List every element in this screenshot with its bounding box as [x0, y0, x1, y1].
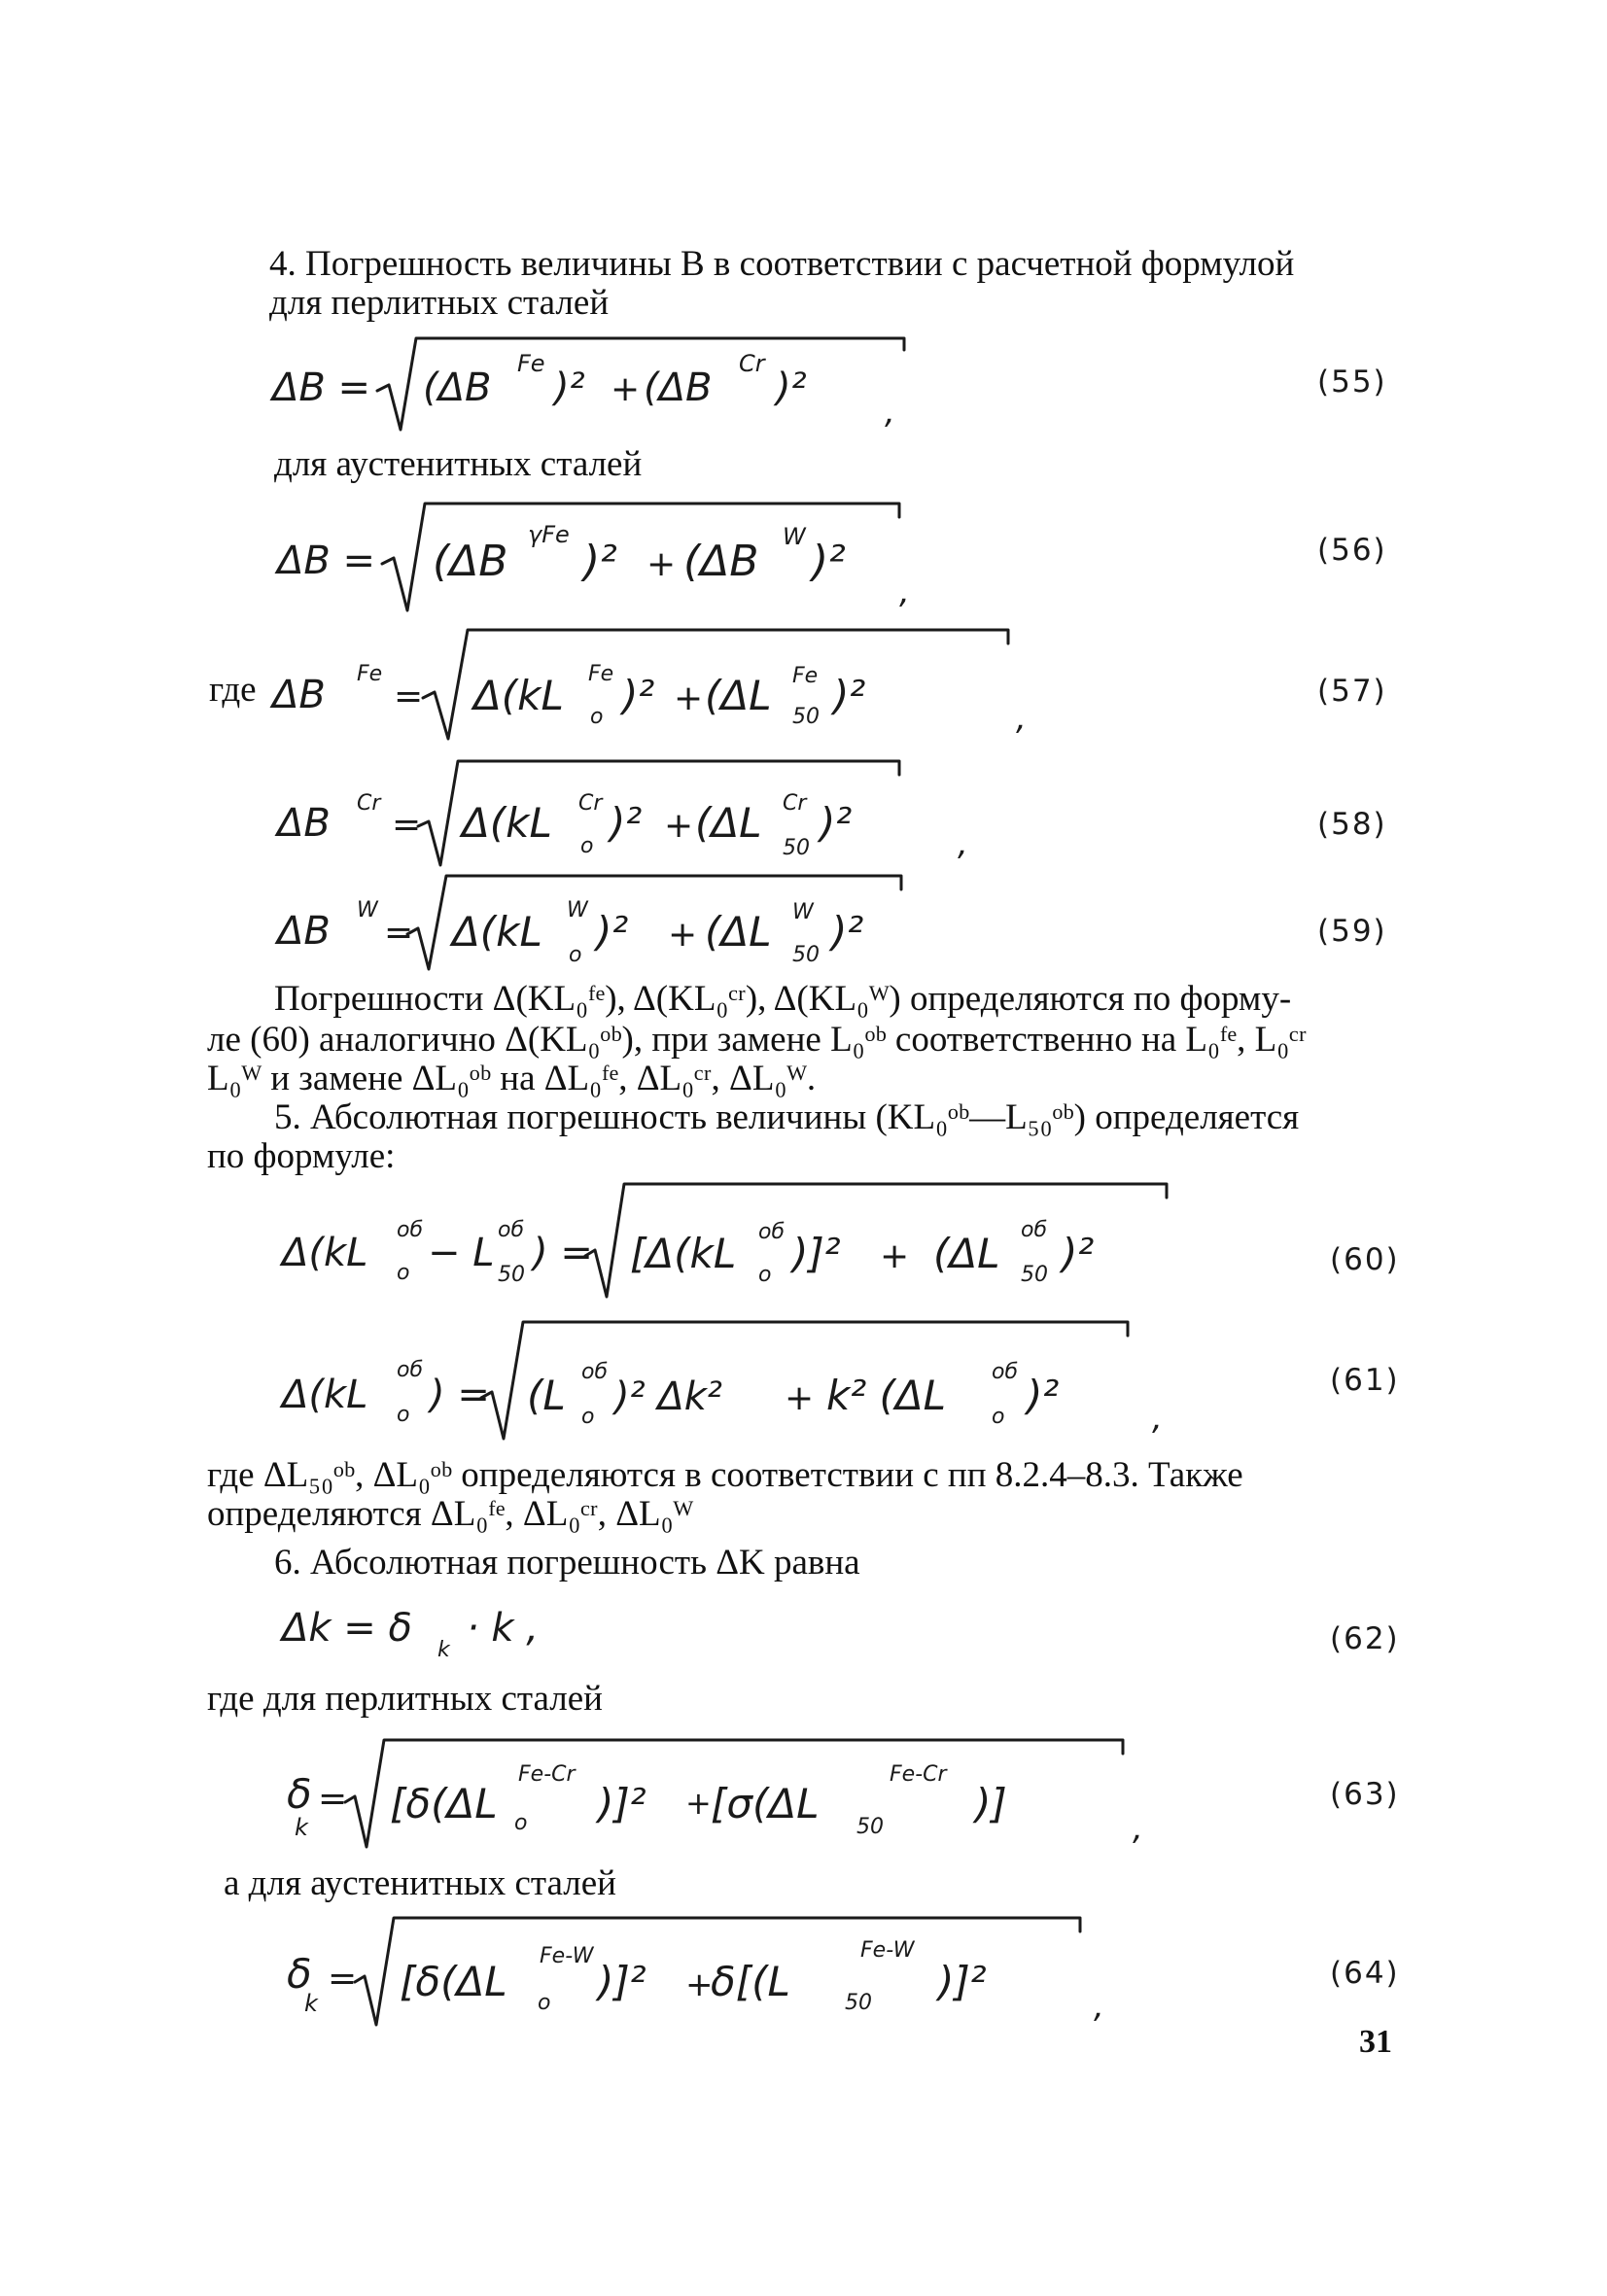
f60-lhs-sup1: об: [397, 1218, 424, 1242]
equation-number-58: (58): [1317, 807, 1387, 842]
f55-plus: +: [611, 369, 641, 409]
f55-punct: ,: [885, 393, 895, 432]
f56-end1: )²: [583, 537, 617, 586]
where-refs-line-1: где ΔL₅₀ᵒᵇ, ΔL₀ᵒᵇ определяются в соответствии с пп 8.2.4–8.3. Также: [207, 1455, 1243, 1495]
f56-punct: ,: [899, 573, 910, 611]
f63-lhs-sub: k: [295, 1814, 308, 1841]
f57-end2: )²: [833, 672, 866, 719]
equation-number-62: (62): [1330, 1621, 1400, 1656]
item-6: 6. Абсолютная погрешность ΔK равна: [274, 1543, 860, 1583]
f60-lhs-sub2: 50: [498, 1263, 525, 1287]
f60-sub1: o: [758, 1263, 772, 1287]
formula-59: [267, 868, 948, 975]
f60-lhs-sub1: o: [397, 1261, 410, 1285]
equation-number-63: (63): [1330, 1777, 1400, 1812]
item-5-line-1: 5. Абсолютная погрешность величины (KL₀ᵒᵇ—L₅₀ᵒᵇ) определяется: [274, 1097, 1300, 1137]
f64-end1: )]²: [598, 1958, 646, 2005]
equation-number-55: (55): [1317, 365, 1387, 400]
f61-term2: k² (ΔL: [826, 1372, 947, 1419]
f61-sup1: об: [581, 1360, 609, 1384]
f59-sup2: W: [792, 900, 814, 924]
page-number: 31: [1359, 2024, 1392, 2060]
f57-lhs-sup: Fe: [357, 662, 383, 686]
f61-lhs-sub: o: [397, 1403, 410, 1427]
f60-sub2: 50: [1021, 1263, 1048, 1287]
f64-sup1: Fe-W: [540, 1944, 594, 1968]
formula-57: [267, 622, 1045, 744]
f62-text: Δk = δ: [282, 1606, 412, 1651]
f61-sub2: o: [992, 1405, 1005, 1429]
f61-plus: +: [785, 1378, 815, 1418]
f62-sub: k: [437, 1638, 450, 1662]
f63-punct: ,: [1133, 1809, 1143, 1848]
f61-sup2: об: [992, 1360, 1019, 1384]
f58-sub1: o: [580, 834, 594, 858]
errors-paragraph-line-2: ле (60) аналогично Δ(KL₀ᵒᵇ), при замене L₀ᵒᵇ соответственно на L₀ᶠᵉ, L₀ᶜʳ: [207, 1020, 1307, 1060]
f58-term1: Δ(kL: [462, 799, 552, 847]
f55-term1: (ΔB: [423, 365, 492, 410]
f61-term1: (L: [527, 1372, 566, 1419]
f63-term1: [δ(ΔL: [390, 1780, 498, 1827]
f56-plus: +: [646, 544, 677, 584]
errors-paragraph-line-3: L₀ᵂ и замене ΔL₀ᵒᵇ на ΔL₀ᶠᵉ, ΔL₀ᶜʳ, ΔL₀ᵂ.: [207, 1059, 817, 1098]
formula-64: [277, 1910, 1152, 2032]
f57-sup1: Fe: [588, 662, 614, 686]
equation-number-57: (57): [1317, 674, 1387, 709]
f56-term2: (ΔB: [683, 537, 759, 586]
f60-lhs-sup2: об: [498, 1218, 525, 1242]
f58-plus: +: [664, 806, 694, 846]
where-prefix: где: [209, 670, 257, 710]
f58-end2: )²: [820, 799, 853, 847]
f64-plus: +: [685, 1966, 714, 2004]
f58-term2: (ΔL: [695, 799, 762, 847]
f56-lhs: ΔB =: [277, 539, 376, 583]
f59-lhs: ΔB: [277, 909, 331, 954]
f59-sub2: 50: [792, 943, 820, 967]
f55-lhs: ΔB =: [272, 365, 371, 410]
f64-lhs-sub: k: [304, 1990, 318, 2017]
f63-eq: =: [318, 1779, 348, 1819]
formula-60: [272, 1176, 1205, 1303]
formula-55: [262, 330, 943, 437]
f61-end1: )² Δk²: [614, 1374, 722, 1419]
equation-number-56: (56): [1317, 533, 1387, 568]
f60-lhs: Δ(kL: [282, 1231, 368, 1275]
f64-punct: ,: [1094, 1987, 1104, 2026]
f58-lhs-sup: Cr: [357, 791, 381, 816]
f59-plus: +: [668, 915, 698, 955]
f55-term2: (ΔB: [644, 365, 713, 410]
f64-end2: )]²: [938, 1958, 987, 2005]
f63-term2: [σ(ΔL: [711, 1780, 820, 1827]
f61-end2: )²: [1027, 1372, 1060, 1419]
f60-end2: )²: [1062, 1230, 1095, 1277]
f60-end1: )]²: [792, 1230, 841, 1277]
f64-sub2: 50: [845, 1991, 872, 2015]
f60-term2: (ΔL: [933, 1230, 1000, 1277]
where-refs-line-2: определяются ΔL₀ᶠᵉ, ΔL₀ᶜʳ, ΔL₀ᵂ: [207, 1494, 694, 1534]
f59-end1: )²: [596, 908, 629, 956]
f59-lhs-sup: W: [357, 898, 378, 922]
f61-lhs: Δ(kL: [282, 1373, 368, 1417]
formula-56: [267, 496, 948, 617]
f55-sup1: Fe: [517, 350, 545, 377]
equation-number-60: (60): [1330, 1242, 1400, 1277]
f58-sup1: Cr: [578, 791, 603, 816]
f58-punct: ,: [958, 824, 968, 863]
equation-number-61: (61): [1330, 1363, 1400, 1398]
f60-sup1: об: [758, 1220, 786, 1244]
f63-end1: )]²: [598, 1780, 646, 1827]
f59-end2: )²: [831, 908, 864, 956]
f59-term1: Δ(kL: [452, 908, 542, 956]
f63-sup1: Fe-Cr: [518, 1762, 576, 1787]
f58-eq: =: [392, 805, 422, 845]
f60-term1: [Δ(kL: [630, 1230, 737, 1277]
f64-term1: [δ(ΔL: [400, 1958, 507, 2005]
f56-term1: (ΔB: [433, 537, 508, 586]
f57-end1: )²: [622, 672, 655, 719]
f57-lhs: ΔB: [272, 673, 326, 717]
f59-eq: =: [384, 913, 414, 953]
austenitic-steels-intro: для аустенитных сталей: [274, 444, 643, 484]
f58-sub2: 50: [783, 836, 810, 860]
formula-58: [267, 753, 1006, 870]
f56-end2: )²: [812, 537, 846, 586]
austenitic-where: а для аустенитных сталей: [224, 1863, 616, 1903]
f64-term2: δ[(L: [711, 1958, 790, 2005]
f56-sup2: W: [783, 523, 806, 550]
f63-sub1: o: [514, 1811, 528, 1835]
f63-plus: +: [685, 1785, 712, 1822]
f63-sub2: 50: [856, 1815, 884, 1839]
f60-plus: +: [880, 1236, 910, 1276]
f59-sup1: W: [567, 898, 588, 922]
f62-tail: · k ,: [467, 1606, 540, 1651]
f59-term2: (ΔL: [705, 908, 772, 956]
f57-term1: Δ(kL: [473, 672, 564, 719]
f57-sub2: 50: [792, 705, 820, 729]
f61-punct: ,: [1152, 1399, 1163, 1438]
f60-lhs-end: ) =: [533, 1231, 593, 1275]
f59-sub1: o: [569, 943, 582, 967]
f61-sub1: o: [581, 1405, 595, 1429]
item-4-line-2: для перлитных сталей: [269, 283, 610, 323]
f63-sup2: Fe-Cr: [890, 1762, 947, 1787]
f64-sub1: o: [538, 1991, 551, 2015]
f58-lhs: ΔB: [277, 801, 331, 846]
f61-lhs-end: ) =: [430, 1373, 490, 1417]
f57-sup2: Fe: [792, 664, 819, 688]
formula-62: [282, 1594, 671, 1672]
f58-end1: )²: [610, 799, 643, 847]
equation-number-64: (64): [1330, 1956, 1400, 1991]
f57-plus: +: [674, 678, 704, 718]
f55-end1: )²: [554, 365, 585, 410]
f64-eq: =: [328, 1959, 358, 1999]
f63-lhs: δ: [287, 1770, 312, 1818]
formula-63: [277, 1732, 1210, 1854]
f61-lhs-sup: об: [397, 1358, 424, 1382]
f64-sup2: Fe-W: [860, 1938, 915, 1963]
f58-sup2: Cr: [783, 791, 807, 816]
pearlitic-where: где для перлитных сталей: [207, 1679, 603, 1719]
f57-punct: ,: [1016, 699, 1027, 738]
formula-61: [272, 1314, 1205, 1445]
item-4-line-1: 4. Погрешность величины B в соответствии с расчетной формулой: [269, 244, 1295, 284]
f56-sup1: γFe: [528, 521, 570, 548]
f60-lhs-mid: − L: [428, 1231, 495, 1275]
f63-end2: )]: [975, 1780, 1007, 1827]
f57-term2: (ΔL: [705, 672, 772, 719]
f57-eq: =: [394, 677, 424, 716]
errors-paragraph-line-1: Погрешности Δ(KL₀ᶠᵉ), Δ(KL₀ᶜʳ), Δ(KL₀ᵂ) определяются по форму-: [274, 979, 1292, 1019]
f64-lhs: δ: [287, 1950, 312, 1998]
f60-sup2: об: [1021, 1218, 1048, 1242]
item-5-line-2: по формуле:: [207, 1136, 396, 1176]
f55-sup2: Cr: [739, 350, 765, 377]
equation-number-59: (59): [1317, 914, 1387, 949]
f57-sub1: o: [590, 705, 604, 729]
f55-end2: )²: [776, 365, 807, 410]
